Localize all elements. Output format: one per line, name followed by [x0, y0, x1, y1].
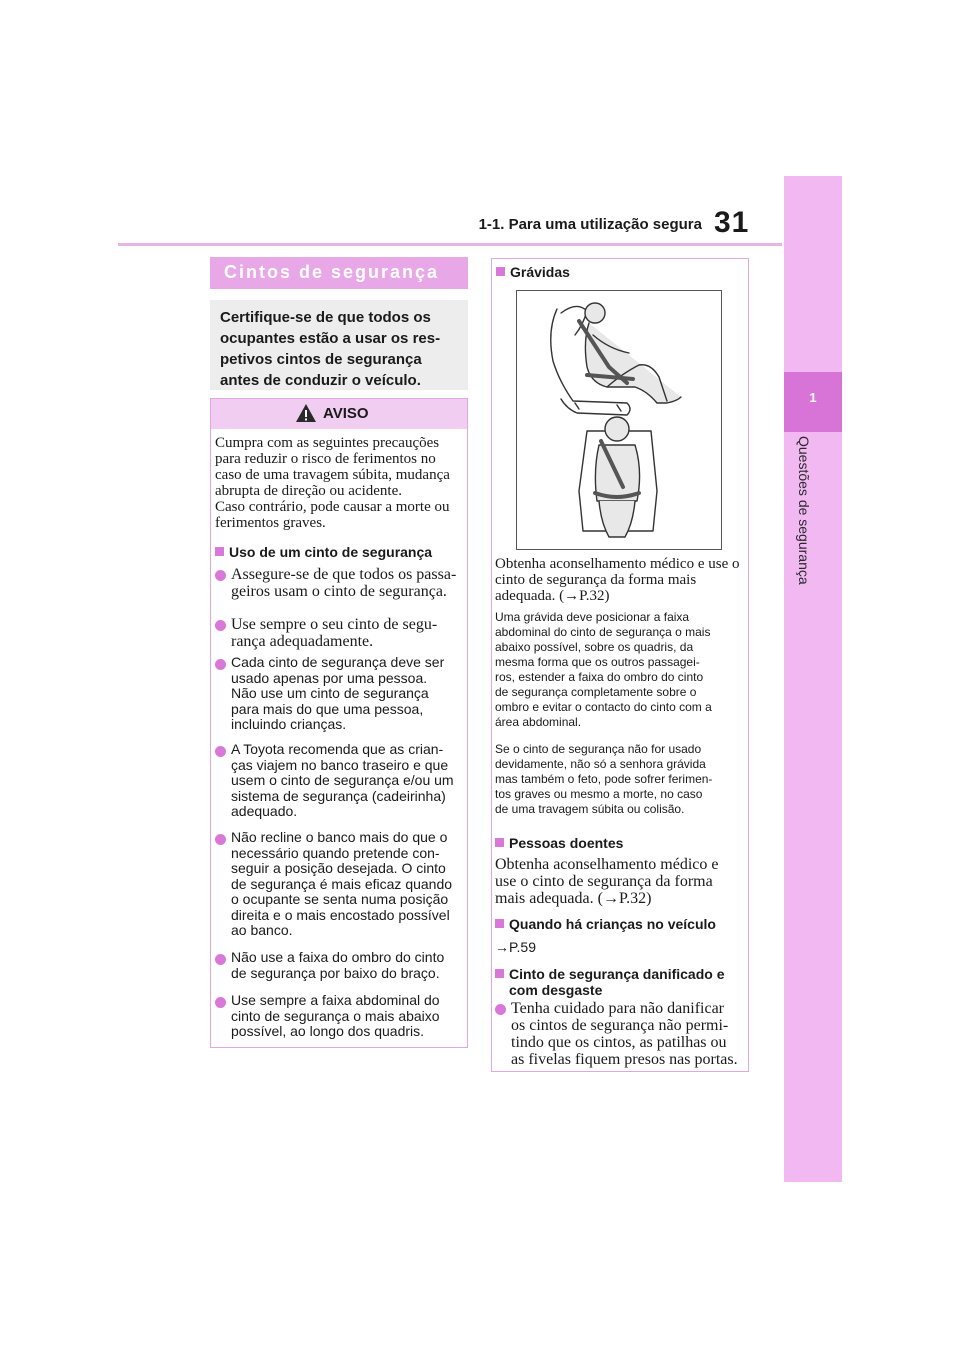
- warning-label: AVISO: [323, 405, 369, 422]
- round-bullet-icon: [215, 659, 226, 670]
- header-section-title: 1-1. Para uma utilização segura: [478, 216, 702, 233]
- heading-doentes: Pessoas doentes: [495, 835, 623, 851]
- heading-gravidas: Grávidas: [496, 264, 570, 280]
- doentes-text: Obtenha aconselhamento médico e use o cinto de segurança da forma mais adequada. (→P.32): [495, 856, 719, 907]
- criancas-ref: →P.59: [495, 939, 536, 955]
- section-title-bar: [210, 257, 468, 289]
- gravidas-note-1: Uma grávida deve posicionar a faixa abdominal do cinto de segurança o mais abaixo possível, sobre os quadris, da mesma forma que os outros passagei- ros, estender a faixa do ombro do cinto de segurança completamente sobre o ombro e evitar o contacto do cinto com a área abdominal.: [495, 610, 712, 729]
- intro-line: Certifique-se de que todos os: [220, 309, 431, 326]
- intro-line: petivos cintos de segurança: [220, 351, 422, 368]
- warning-triangle-icon: [295, 403, 317, 423]
- warning-header: [211, 399, 467, 429]
- square-bullet-icon: [495, 838, 504, 847]
- round-bullet-icon: [215, 746, 226, 757]
- illustration-drawing: [517, 291, 721, 549]
- round-bullet-icon: [215, 570, 226, 581]
- chapter-tab-strip: [784, 176, 842, 1182]
- intro-line: ocupantes estão a usar os res-: [220, 330, 441, 347]
- round-bullet-icon: [215, 620, 226, 631]
- gravidas-note-2: Se o cinto de segurança não for usado devidamente, não só a senhora grávida mas também o feto, pode sofrer ferimen- tos graves ou mesmo a morte, no caso de uma travagem súbita ou colisão.: [495, 742, 713, 816]
- round-bullet-icon: [215, 997, 226, 1008]
- header-divider: [118, 243, 782, 246]
- round-bullet-icon: [215, 954, 226, 965]
- square-bullet-icon: [215, 547, 224, 556]
- gravidas-text: Obtenha aconselhamento médico e use o cinto de segurança da forma mais adequada. (→P.32): [495, 556, 740, 604]
- section-title: Cintos de segurança: [224, 262, 440, 282]
- warning-box: AVISO Cumpra com as seguintes precauções para reduzir o risco de ferimentos no caso de uma travagem súbita, mudança abrupta de direção ou acidente. Caso contrário, pode causar a morte ou ferimentos graves. Uso de um cinto de segurança Assegure-se de que todos os passa- geiros usam o cinto de segurança. Use sempre o seu cinto de segu- rança adequadamente. Cada cinto de segurança deve ser usado apenas por uma pessoa. Não use um cinto de segurança para mais do que uma pessoa, incluindo crianças. A Toyota recomenda que as crian- ças viajem no banco traseiro e que usem o cinto de segurança e/ou um sistema de segurança (cadeirinha) adequado. Não recline o banco mais do que o necessário quando pretende con- seguir a posição desejada. O cinto de segurança é mais eficaz quando o ocupante se senta numa posição direita e o mais encostado possível ao banco. Não use a faixa do ombro do cinto de segurança por baixo do braço. Use sempre a faixa abdominal do cinto de segurança o mais abaixo possível, ao longo dos quadris.: [210, 398, 468, 1048]
- pregnant-seatbelt-illustration: [516, 290, 722, 550]
- page-number: 31: [714, 206, 750, 239]
- warning-lead: Cumpra com as seguintes precauções para reduzir o risco de ferimentos no caso de uma travagem súbita, mudança abrupta de direção ou acidente. Caso contrário, pode causar a morte ou ferimentos graves.: [215, 435, 450, 531]
- square-bullet-icon: [496, 267, 505, 276]
- chapter-title: [784, 432, 842, 612]
- square-bullet-icon: [495, 969, 504, 978]
- chapter-title-text: Questões de segurança: [796, 436, 812, 585]
- chapter-number: 1: [809, 390, 817, 405]
- intro-line: antes de conduzir o veículo.: [220, 372, 421, 389]
- intro-box: [210, 300, 468, 390]
- round-bullet-icon: [495, 1004, 506, 1015]
- warning-subheading: Uso de um cinto de segurança: [215, 544, 432, 560]
- heading-danificado: Cinto de segurança danificado e com desgaste: [495, 966, 725, 998]
- square-bullet-icon: [495, 919, 504, 928]
- heading-criancas: Quando há crianças no veículo: [495, 916, 716, 932]
- round-bullet-icon: [215, 834, 226, 845]
